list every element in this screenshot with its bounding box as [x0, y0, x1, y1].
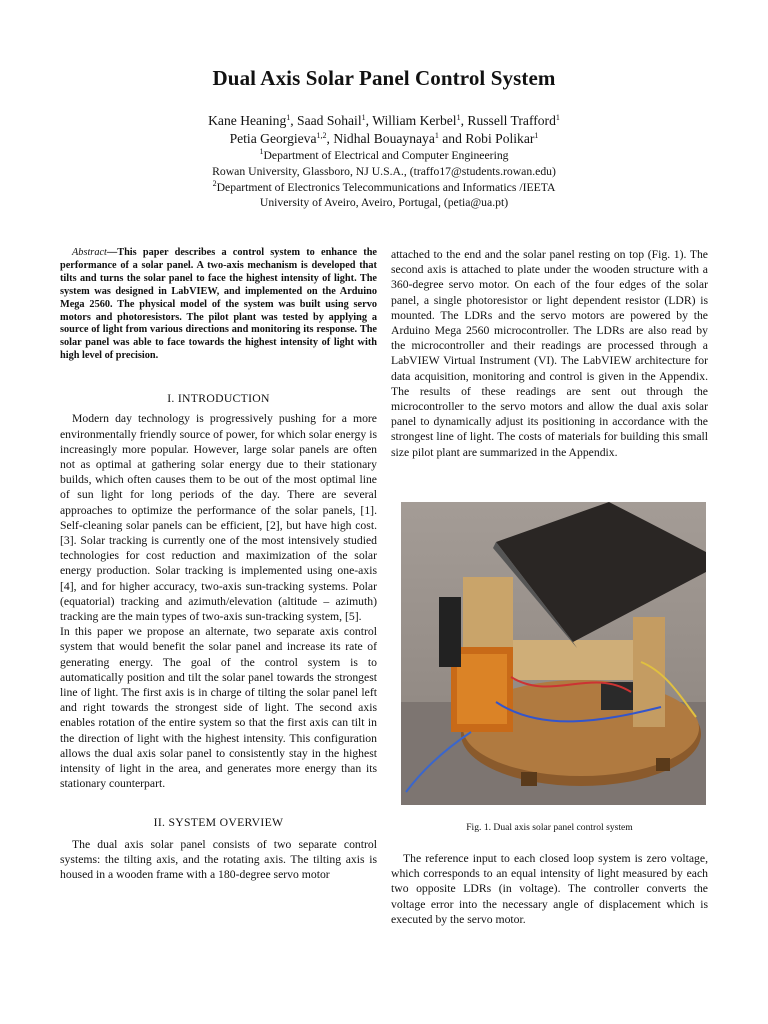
affiliation-line — [0, 164, 768, 180]
affiliation-text: Department of Electronics Telecommunications and Informatics /IEETA — [216, 180, 556, 194]
affiliation-line — [0, 195, 768, 211]
paper-title: Dual Axis Solar Panel Control System — [212, 66, 556, 90]
figure-caption: Fig. 1. Dual axis solar panel control system — [466, 822, 633, 833]
author-affiliation-mark: 1 — [456, 113, 461, 122]
author-separator: , — [460, 113, 468, 128]
left-column — [60, 247, 377, 882]
abstract-dash: — — [106, 247, 118, 258]
affiliation-mark: 2 — [212, 178, 217, 188]
affiliation-text: Rowan University, Glassboro, NJ U.S.A., (traffo17@students.rowan.edu) — [212, 164, 556, 178]
author-affiliation-mark: 1 — [434, 131, 439, 140]
affiliation-line — [0, 148, 768, 164]
author-line-2 — [0, 130, 768, 148]
abstract-text: This paper describes a control system to enhance the performance of a solar panel. A two-axis mechanism is developed that tilts and turns the solar panel to face the highest intensity of light. The system was designed in LabVIEW, and implemented on the Arduino Mega 2560. The physical model of the system was built using servo motors and photoresistors. The pilot plant was tested by applying a source of light from various directions and monitoring its response. The solar panel was able to face towards the highest intensity of light with high level of precision. — [60, 247, 377, 362]
author-list — [0, 112, 768, 148]
author-name: Nidhal Bouaynaya — [333, 131, 435, 146]
intro-paragraph-2: In this paper we propose an alternate, two separate axis control system that would benefit the solar panel and increase its rate of generating energy. The goal of the control system is to automatically position and tilt the solar panel towards the strongest line of light. The first axis is in charge of tilting the solar panel left and right towards the strongest side of light. The second axis enables rotation of the entire system so that the first axis can tilt in the direction of light with the highest intensity. This configuration allows the dual axis solar panel to consistently stay in the highest intensity of light in the area, and generates more energy than its stationary counterpart. — [60, 625, 377, 791]
author-separator: and — [438, 131, 466, 146]
author-name: Robi Polikar — [465, 131, 535, 146]
overview-paragraph-1: The dual axis solar panel consists of two separate control systems: the tilting axis, and the rotating axis. The tilting axis is housed in a wooden frame with a 180-degree servo motor — [60, 837, 377, 882]
author-separator: , — [326, 131, 334, 146]
right-column-lower — [391, 851, 708, 927]
author-affiliation-mark: 1 — [286, 113, 291, 122]
solar-panel-photo-illustration — [401, 502, 706, 805]
section-heading-system-overview: II. SYSTEM OVERVIEW — [153, 816, 284, 830]
intro-paragraph-1: Modern day technology is progressively pushing for a more environmentally friendly source of power, for which solar energy is increasingly more popular. However, large solar panels are often not as optimal at gathering solar energy due to their stationary builds, which often causes them to be out of the most optimal line of sun light for long periods of the day. There are several approaches to optimize the performance of the solar panels, [1]. Self-cleaning solar panels can be efficient, [2], but have high cost. [3]. Solar tracking is currently one of the most intensively studied technologies for cost reduction and maximization of the solar energy production. Solar tracking is implemented using one-axis [4], and for higher accuracy, two-axis sun-tracking systems. Polar (equatorial) tracking and azimuth/elevation (altitude – azimuth) tracking are the main types of two-axis sun-tracking system, [5]. — [60, 412, 377, 623]
author-separator: , — [290, 113, 298, 128]
affiliation-mark: 1 — [259, 147, 264, 156]
abstract — [60, 247, 377, 363]
author-name: Russell Trafford — [467, 113, 556, 128]
figure-photo-solar-panel — [401, 502, 706, 805]
author-line-1 — [0, 112, 768, 130]
author-affiliation-mark: 1 — [534, 131, 539, 140]
author-name: Saad Sohail — [297, 113, 362, 128]
author-name: Kane Heaning — [208, 113, 287, 128]
section-heading-introduction: I. INTRODUCTION — [167, 392, 270, 406]
author-affiliation-mark: 1 — [361, 113, 366, 122]
author-separator: , — [365, 113, 373, 128]
affiliation-text: Department of Electrical and Computer Engineering — [263, 149, 509, 162]
overview-paragraph-reference-input: The reference input to each closed loop system is zero voltage, which corresponds to an equal intensity of light measured by each two opposite LDRs (in voltage). The controller converts the voltage error into the necessary angle of displacement which is executed by the servo motor. — [391, 852, 708, 926]
affiliation-text: University of Aveiro, Aveiro, Portugal, (petia@ua.pt) — [259, 196, 509, 210]
author-affiliation-mark: 1 — [555, 113, 560, 122]
overview-paragraph-continued: attached to the end and the solar panel resting on top (Fig. 1). The second axis is attached to plate under the wooden structure with a 360-degree servo motor. On each of the four edges of the solar panel, a single photoresistor or light dependent resistor (LDR) is mounted. The LDRs and the servo motors are powered by the Arduino Mega 2560 microcontroller. The LDRs are also read by the microcontroller and their readings are processed through a LabVIEW Virtual Instrument (VI). The LabVIEW architecture for data acquisition, monitoring and control is given in the Appendix. The results of these readings are sent out through the microcontroller to the servo motors and allow the dual axis solar panel to dynamically adjust its positioning in accordance with the strongest line of light. The costs of materials for building this small size pilot plant are summarized in the Appendix. — [391, 248, 708, 459]
author-name: Petia Georgieva — [229, 131, 317, 146]
affiliations — [0, 148, 768, 211]
author-affiliation-mark: 1,2 — [316, 131, 327, 140]
right-column — [391, 247, 708, 460]
affiliation-line — [0, 180, 768, 196]
author-name: William Kerbel — [372, 113, 457, 128]
abstract-label: Abstract — [72, 247, 107, 258]
